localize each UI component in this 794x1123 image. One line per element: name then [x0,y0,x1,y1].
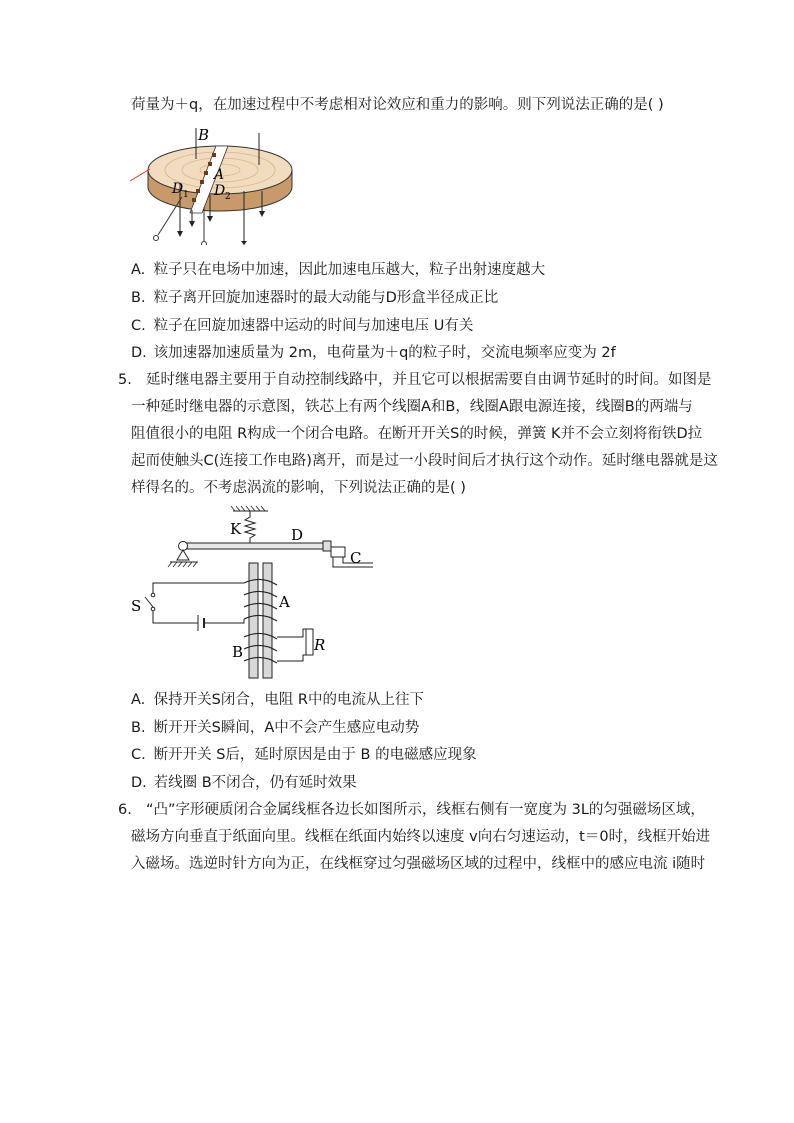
option-letter: C. [131,318,146,334]
q4-option-a[interactable] [131,260,545,280]
q5-line-4: 起而使触头C(连接工作电路)离开，而是过一小段时间后才执行这个动作。延时继电器就是这 [131,453,718,469]
label-A: A [279,593,290,611]
q4-option-b[interactable] [131,288,498,308]
q5-option-a[interactable] [131,690,424,710]
option-text: 该加速器加速质量为 2m，电荷量为＋q的粒子时，交流电频率应变为 2f [153,345,616,361]
option-letter: D. [131,345,147,361]
q5-line-1 [118,370,712,390]
option-letter: B. [131,290,146,306]
label-S: S [131,597,142,615]
label-C: C [350,549,362,567]
q5-line-2: 一种延时继电器的示意图，铁芯上有两个线圈A和B，线圈A跟电源连接，线圈B的两端与 [131,399,693,415]
q6-line-1 [118,800,705,820]
q4-option-d[interactable] [131,343,616,363]
label-D2-sub: 2 [225,192,231,202]
option-text: 保持开关S闭合，电阻 R中的电流从上往下 [153,692,424,708]
q5-option-b[interactable] [131,718,419,738]
q4-option-c[interactable] [131,316,473,336]
option-text: 若线圈 B不闭合，仍有延时效果 [153,775,357,791]
label-R: R [314,636,326,654]
q6-number: 6. [118,802,132,818]
q5-line-5: 样得名的。不考虑涡流的影响，下列说法正确的是( ) [131,480,466,496]
option-text: 断开开关S瞬间，A中不会产生感应电动势 [153,720,420,736]
option-letter: D. [131,775,147,791]
label-B: B [232,643,244,661]
cyclotron-figure [128,125,298,245]
label-D1-sub: 1 [183,190,189,200]
option-text: 粒子在回旋加速器中运动的时间与加速电压 U有关 [153,318,474,334]
q4-stem: 荷量为＋q，在加速过程中不考虑相对论效应和重力的影响。则下列说法正确的是( ) [131,97,664,113]
q5-text: 延时继电器主要用于自动控制线路中，并且它可以根据需要自由调节延时的时间。如图是 [146,372,712,388]
q5-option-c[interactable] [131,745,477,765]
label-D: D [291,526,304,544]
label-D2: D [214,183,226,199]
label-B: B [198,126,210,144]
q6-text: “凸”字形硬质闭合金属线框各边长如图所示，线框右侧有一宽度为 3L的匀强磁场区域， [146,802,705,818]
label-K: K [230,520,242,538]
option-text: 粒子只在电场中加速，因此加速电压越大，粒子出射速度越大 [153,262,546,278]
q6-line-2: 磁场方向垂直于纸面向里。线框在纸面内始终以速度 v向右匀速运动，t＝0时，线框开始进 [131,829,711,845]
label-D1: D [172,181,184,197]
option-letter: B. [131,720,146,736]
option-text: 粒子离开回旋加速器时的最大动能与D形盒半径成正比 [153,290,499,306]
q5-line-3: 阻值很小的电阻 R构成一个闭合电路。在断开开关S的时候，弹簧 K并不会立刻将衔铁D拉 [131,426,703,442]
q6-line-3: 入磁场。选逆时针方向为正，在线框穿过匀强磁场区域的过程中，线框中的感应电流 i随时 [131,856,706,872]
option-letter: A. [131,262,146,278]
q5-number: 5. [118,372,132,388]
relay-figure [128,505,378,683]
option-letter: C. [131,747,146,763]
label-A: A [214,167,225,183]
option-letter: A. [131,692,146,708]
q5-option-d[interactable] [131,773,357,793]
option-text: 断开开关 S后，延时原因是由于 B 的电磁感应现象 [153,747,477,763]
